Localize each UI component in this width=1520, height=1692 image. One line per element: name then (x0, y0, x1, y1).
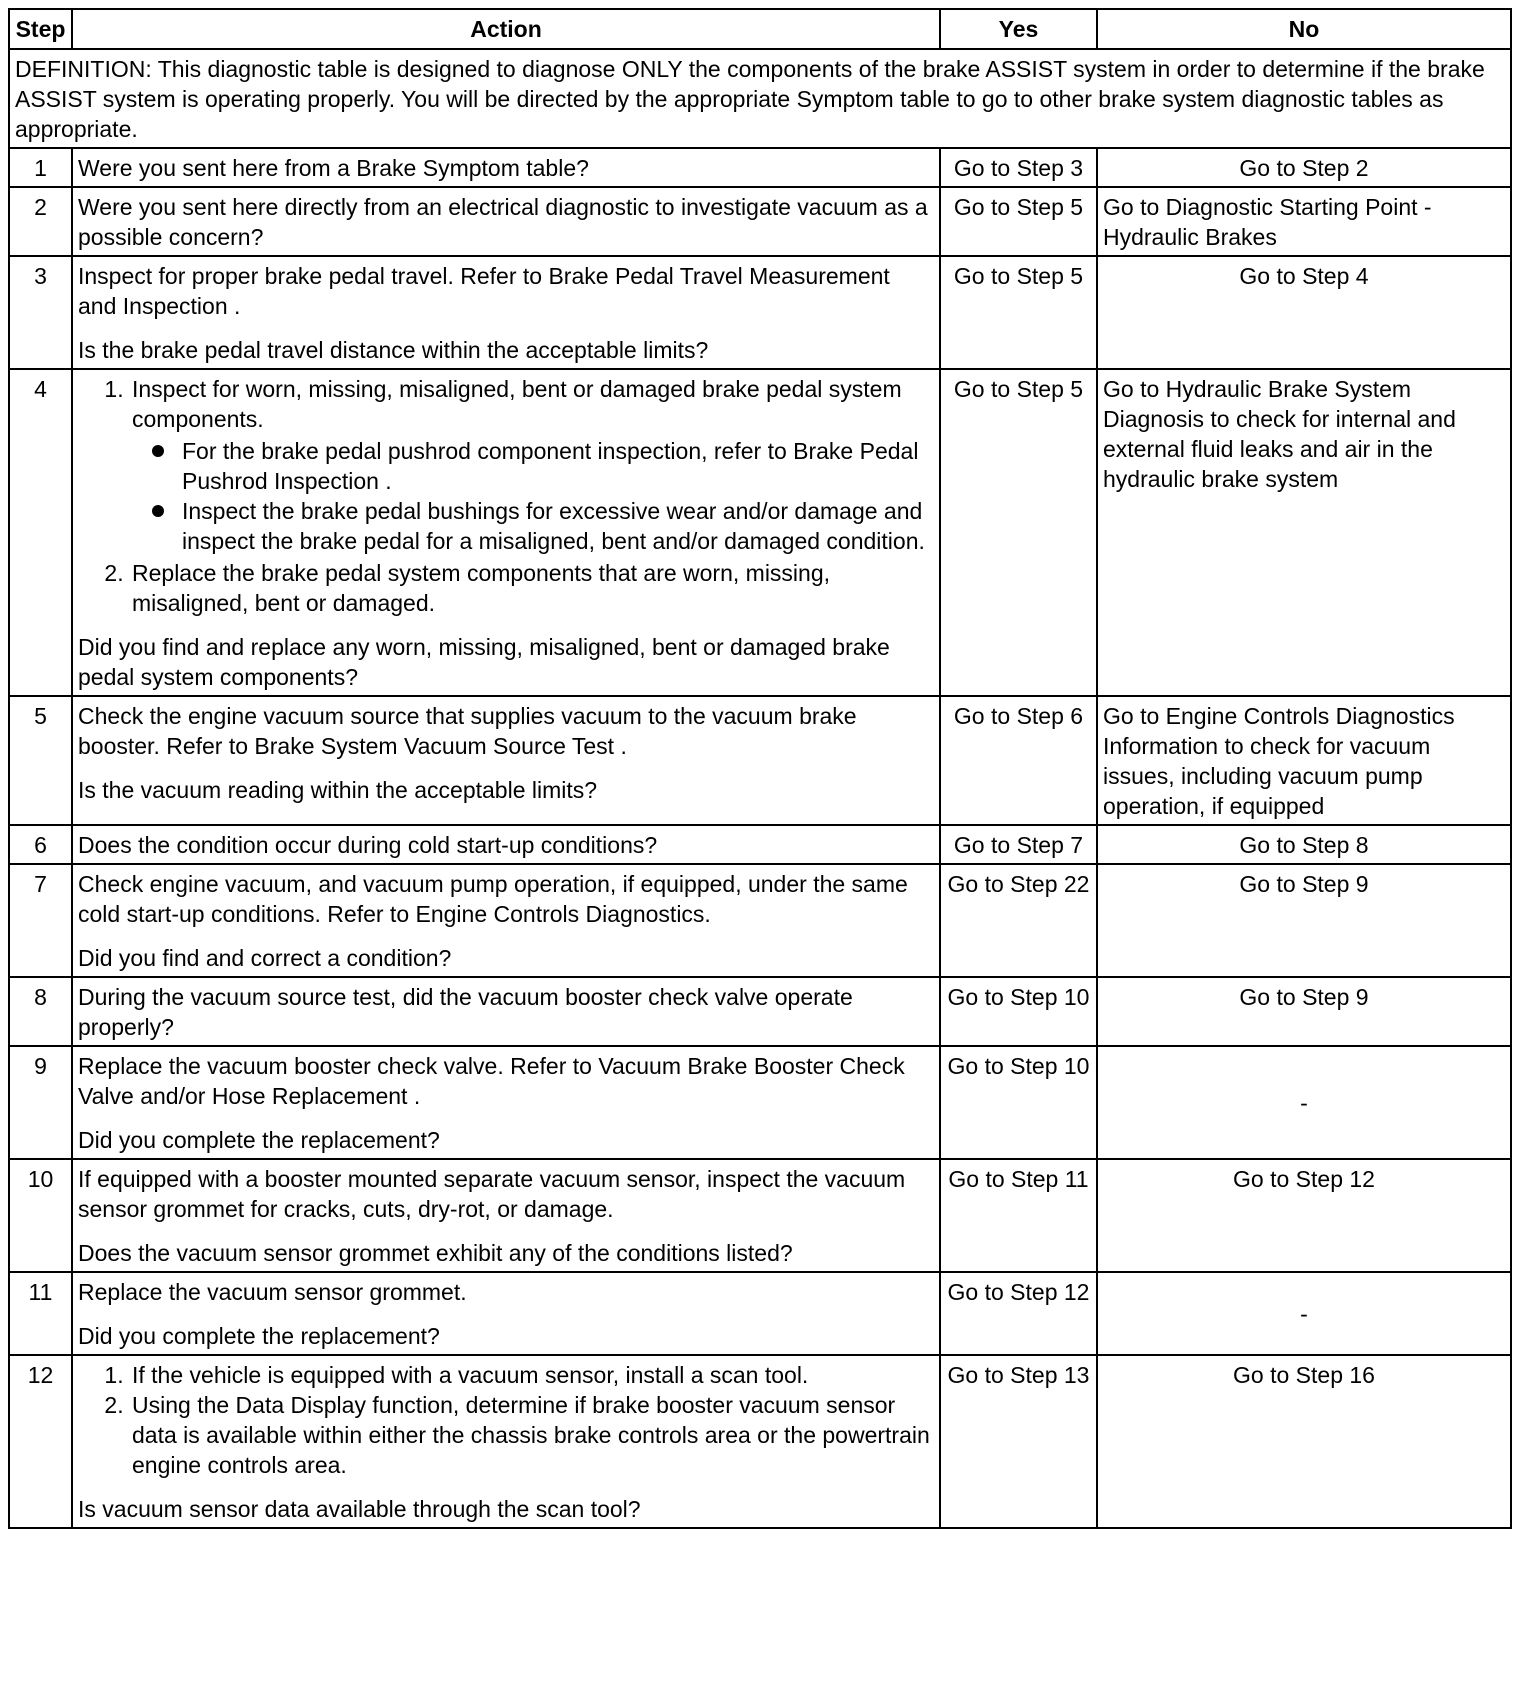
header-yes: Yes (940, 9, 1097, 49)
action-text: Were you sent here directly from an electrical diagnostic to investigate vacuum as a possible concern? (78, 194, 928, 250)
procedure-list (78, 1360, 934, 1480)
bullet-list (132, 436, 934, 556)
yes-cell: Go to Step 7 (940, 825, 1097, 864)
no-cell: Go to Engine Controls Diagnostics Information to check for vacuum issues, including vacuum pump operation, if equipped (1097, 696, 1511, 825)
step-number: 7 (9, 864, 72, 977)
step-number: 6 (9, 825, 72, 864)
no-cell: Go to Step 16 (1097, 1355, 1511, 1528)
action-text: If equipped with a booster mounted separate vacuum sensor, inspect the vacuum sensor grommet for cracks, cuts, dry-rot, or damage. (78, 1166, 906, 1222)
table-row (9, 148, 1511, 187)
header-step: Step (9, 9, 72, 49)
action-text: Were you sent here from a Brake Symptom table? (78, 155, 589, 181)
procedure-item (130, 374, 934, 556)
action-cell (72, 1159, 940, 1272)
action-text: Replace the vacuum sensor grommet. (78, 1279, 467, 1305)
procedure-list (78, 374, 934, 618)
yes-cell: Go to Step 22 (940, 864, 1097, 977)
yes-cell: Go to Step 13 (940, 1355, 1097, 1528)
action-text: Replace the vacuum booster check valve. Refer to Vacuum Brake Booster Check Valve and/or Hose Replacement . (78, 1053, 905, 1109)
header-row (9, 9, 1511, 49)
step-number: 9 (9, 1046, 72, 1159)
action-cell (72, 1046, 940, 1159)
procedure-item-text: Replace the brake pedal system components that are worn, missing, misaligned, bent or damaged. (132, 560, 831, 616)
table-row (9, 1159, 1511, 1272)
procedure-item-text: Inspect for worn, missing, misaligned, bent or damaged brake pedal system components. (132, 376, 902, 432)
action-question: Is the brake pedal travel distance within the acceptable limits? (78, 337, 709, 363)
table-row (9, 256, 1511, 369)
yes-cell: Go to Step 5 (940, 187, 1097, 256)
action-question: Is the vacuum reading within the acceptable limits? (78, 777, 598, 803)
diagnostic-table-container (8, 8, 1512, 1529)
procedure-item: 1. If the vehicle is equipped with a vacuum sensor, install a scan tool. (130, 1360, 934, 1390)
table-row (9, 864, 1511, 977)
action-text: Does the condition occur during cold start-up conditions? (78, 832, 658, 858)
yes-cell: Go to Step 10 (940, 977, 1097, 1046)
bullet-item: For the brake pedal pushrod component inspection, refer to Brake Pedal Pushrod Inspection . (182, 436, 934, 496)
action-question: Did you complete the replacement? (78, 1127, 440, 1153)
action-question: Is vacuum sensor data available through the scan tool? (78, 1496, 641, 1522)
no-cell: Go to Step 2 (1097, 148, 1511, 187)
step-number: 2 (9, 187, 72, 256)
bullet-item: Inspect the brake pedal bushings for excessive wear and/or damage and inspect the brake pedal for a misaligned, bent and/or damaged condition. (182, 496, 934, 556)
no-cell: Go to Step 12 (1097, 1159, 1511, 1272)
procedure-item (130, 558, 934, 618)
action-cell (72, 1272, 940, 1355)
no-cell: - (1097, 1272, 1511, 1355)
no-cell: Go to Step 8 (1097, 825, 1511, 864)
yes-cell: Go to Step 6 (940, 696, 1097, 825)
definition-text: DEFINITION: This diagnostic table is designed to diagnose ONLY the components of the brake ASSIST system in order to determine if the brake ASSIST system is operating properly. You will be directed by the appropriate Symptom table to go to other brake system diagnostic tables as appropriate. (9, 49, 1511, 148)
header-no: No (1097, 9, 1511, 49)
action-question: Did you find and replace any worn, missing, misaligned, bent or damaged brake pedal system components? (78, 634, 890, 690)
table-row (9, 825, 1511, 864)
no-cell: - (1097, 1046, 1511, 1159)
definition-row (9, 49, 1511, 148)
step-number: 12 (9, 1355, 72, 1528)
action-question: Did you complete the replacement? (78, 1323, 440, 1349)
table-row (9, 187, 1511, 256)
step-number: 8 (9, 977, 72, 1046)
step-number: 10 (9, 1159, 72, 1272)
action-cell (72, 977, 940, 1046)
action-cell (72, 369, 940, 696)
step-number: 5 (9, 696, 72, 825)
header-action: Action (72, 9, 940, 49)
yes-cell: Go to Step 10 (940, 1046, 1097, 1159)
diagnostic-table (8, 8, 1512, 1529)
table-row (9, 1272, 1511, 1355)
action-cell (72, 148, 940, 187)
step-number: 3 (9, 256, 72, 369)
no-cell: Go to Step 4 (1097, 256, 1511, 369)
no-cell: Go to Step 9 (1097, 864, 1511, 977)
table-row (9, 1355, 1511, 1528)
action-cell (72, 1355, 940, 1528)
step-number: 1 (9, 148, 72, 187)
action-text: Check engine vacuum, and vacuum pump operation, if equipped, under the same cold start-up conditions. Refer to Engine Controls Diagnostics. (78, 871, 908, 927)
table-row (9, 1046, 1511, 1159)
table-row (9, 369, 1511, 696)
step-number: 4 (9, 369, 72, 696)
no-cell: Go to Step 9 (1097, 977, 1511, 1046)
yes-cell: Go to Step 12 (940, 1272, 1097, 1355)
action-cell (72, 696, 940, 825)
yes-cell: Go to Step 11 (940, 1159, 1097, 1272)
procedure-item: 2. Using the Data Display function, determine if brake booster vacuum sensor data is available within either the chassis brake controls area or the powertrain engine controls area. (130, 1390, 934, 1480)
no-cell: Go to Hydraulic Brake System Diagnosis to check for internal and external fluid leaks and air in the hydraulic brake system (1097, 369, 1511, 696)
action-text: Inspect for proper brake pedal travel. Refer to Brake Pedal Travel Measurement and Inspection . (78, 263, 890, 319)
action-text: Check the engine vacuum source that supplies vacuum to the vacuum brake booster. Refer to Brake System Vacuum Source Test . (78, 703, 857, 759)
table-row (9, 977, 1511, 1046)
yes-cell: Go to Step 5 (940, 256, 1097, 369)
action-question: Did you find and correct a condition? (78, 945, 452, 971)
step-number: 11 (9, 1272, 72, 1355)
action-cell (72, 187, 940, 256)
action-cell (72, 864, 940, 977)
action-cell (72, 825, 940, 864)
action-question: Does the vacuum sensor grommet exhibit any of the conditions listed? (78, 1240, 793, 1266)
yes-cell: Go to Step 3 (940, 148, 1097, 187)
action-cell (72, 256, 940, 369)
action-text: During the vacuum source test, did the vacuum booster check valve operate properly? (78, 984, 853, 1040)
no-cell: Go to Diagnostic Starting Point - Hydraulic Brakes (1097, 187, 1511, 256)
yes-cell: Go to Step 5 (940, 369, 1097, 696)
table-row (9, 696, 1511, 825)
